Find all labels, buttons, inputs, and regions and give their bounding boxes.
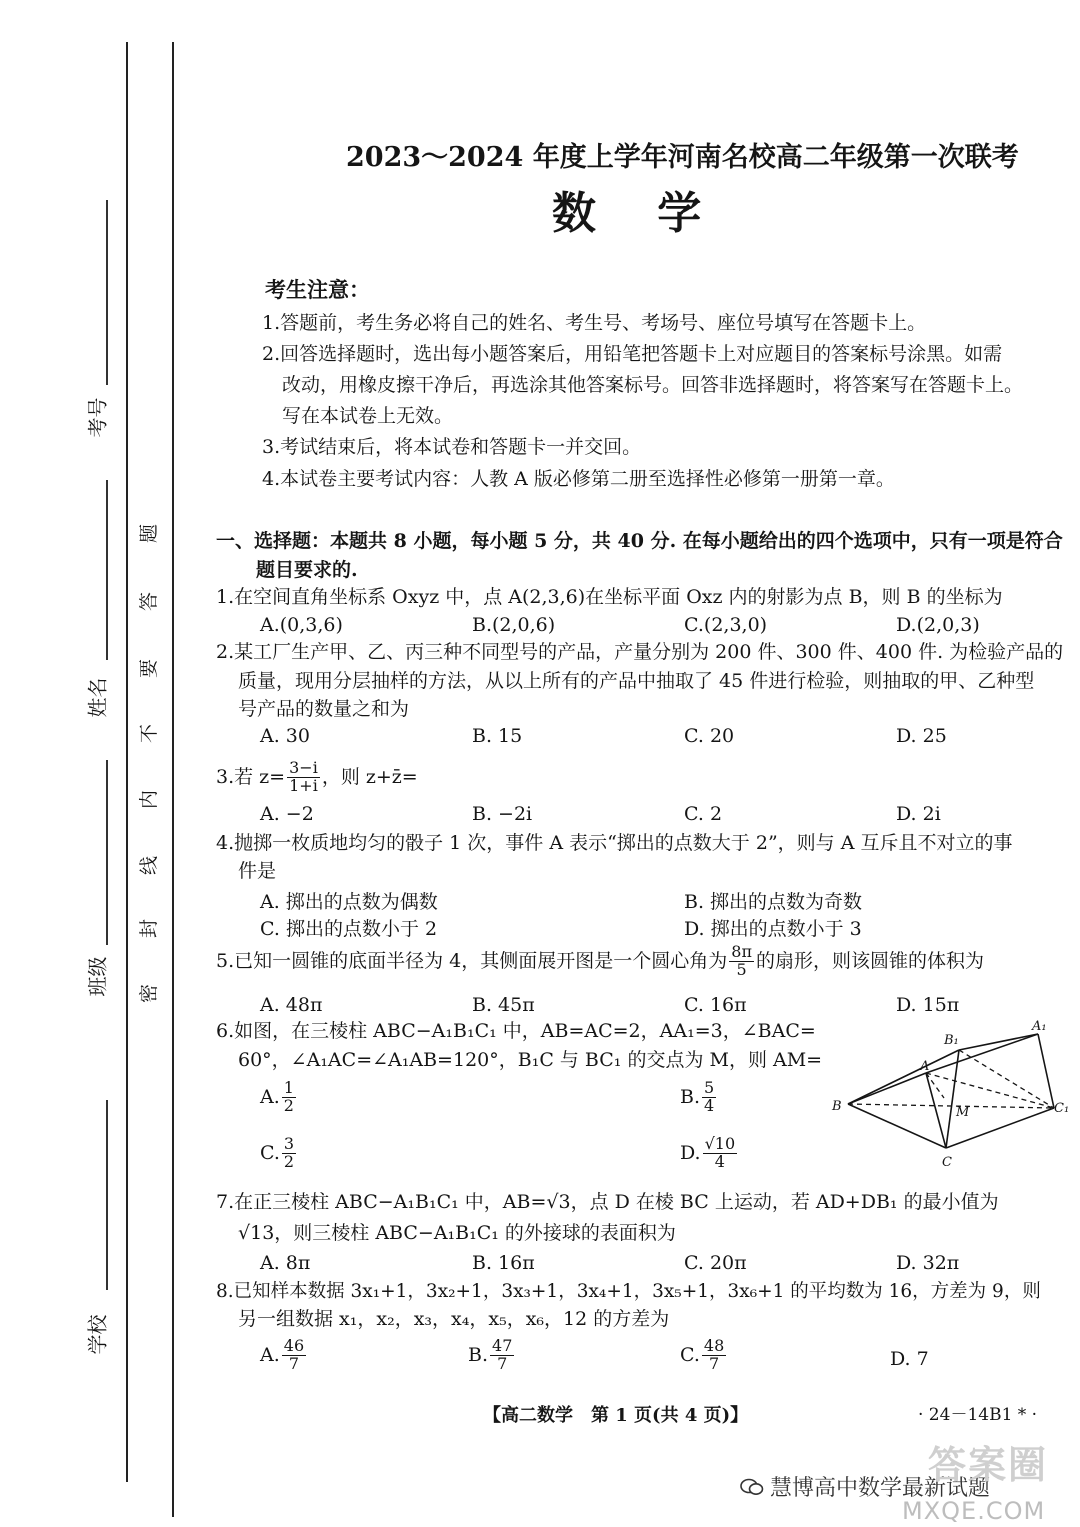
q5-fraction [729, 944, 754, 979]
q5-option-a: A. 48π [260, 994, 323, 1016]
q3-prefix: 3.若 z= [216, 765, 286, 788]
exam-title: 2023～2024 年度上学年河南名校高二年级第一次联考 [346, 142, 1019, 173]
q6-option-d-label: D. [680, 1142, 701, 1165]
question-5 [216, 944, 984, 979]
fig-label: B₁ [944, 1033, 959, 1048]
notice-item: 改动，用橡皮擦干净后，再选涂其他答案标号。回答非选择题时，将答案写在答题卡上。 [282, 374, 1024, 396]
q6-option-b-fraction [702, 1080, 716, 1115]
underline-xingming [106, 480, 108, 660]
q3-option-a: A. −2 [260, 803, 314, 825]
q6-c-den: 2 [283, 1151, 295, 1171]
q8-option-c-label: C. [680, 1344, 700, 1367]
q4-option-d: D. 掷出的点数小于 3 [684, 918, 862, 940]
fig-label: C [942, 1155, 952, 1170]
watermark-text: 慧博高中数学最新试题 [770, 1476, 991, 1501]
q1-option-b: B.(2,0,6) [472, 614, 556, 636]
q2-option-c: C. 20 [684, 725, 735, 747]
q8-b-num: 47 [492, 1336, 513, 1355]
q1-option-a: A.(0,3,6) [260, 614, 343, 636]
fig-label: M [956, 1105, 970, 1120]
question-8: 8.已知样本数据 3x₁+1，3x₂+1，3x₃+1，3x₄+1，3x₅+1，3x₆+1 的平均数为 16，方差为 9，则 [216, 1281, 1041, 1302]
question-2-cont: 质量，现用分层抽样的方法，从以上所有的产品中抽取了 45 件进行检验，则抽取的甲、乙种型 [238, 670, 1035, 692]
wechat-icon [740, 1478, 764, 1496]
q3-option-b: B. −2i [472, 803, 533, 825]
q7-option-a: A. 8π [260, 1252, 311, 1274]
q3-option-d: D. 2i [896, 803, 941, 825]
q6-c-num: 3 [283, 1134, 295, 1153]
question-2-cont: 号产品的数量之和为 [238, 698, 410, 720]
q5-den: 5 [736, 959, 747, 979]
seal-char: 封 [138, 918, 161, 939]
prism-figure [826, 1018, 1076, 1178]
q8-c-den: 7 [708, 1353, 720, 1373]
q7-option-b: B. 16π [472, 1252, 535, 1274]
margin-rule-right [172, 42, 174, 1517]
q1-option-d: D.(2,0,3) [896, 614, 980, 636]
q7-option-c: C. 20π [684, 1252, 747, 1274]
question-4: 4.抛掷一枚质地均匀的骰子 1 次，事件 A 表示“掷出的点数大于 2”，则与 A 互斥且不对立的事 [216, 832, 1013, 854]
notice-item: 写在本试卷上无效。 [282, 405, 454, 427]
q3-den: 1+i [289, 775, 318, 795]
notice-heading: 考生注意： [265, 277, 370, 302]
q6-option-a-label: A. [260, 1086, 280, 1109]
question-7-cont: √13，则三棱柱 ABC−A₁B₁C₁ 的外接球的表面积为 [238, 1222, 676, 1244]
q8-option-b-label: B. [468, 1344, 489, 1367]
q6-option-c [260, 1136, 298, 1171]
underline-xuexiao [106, 1100, 108, 1290]
fig-label: B [832, 1099, 842, 1114]
q8-option-d: D. 7 [890, 1348, 929, 1370]
seal-char: 题 [138, 523, 161, 544]
q8-b-den: 7 [497, 1353, 508, 1373]
q2-option-d: D. 25 [896, 725, 947, 747]
section-heading: 一、选择题：本题共 8 小题，每小题 5 分，共 40 分. 在每小题给出的四个选项中，只有一项是符合 [216, 530, 1063, 552]
seal-char: 线 [138, 855, 161, 876]
q6-option-c-fraction [282, 1136, 296, 1171]
seal-char: 内 [138, 789, 161, 810]
q5-option-d: D. 15π [896, 994, 960, 1016]
notice-item: 4.本试卷主要考试内容：人教 A 版必修第二册至选择性必修第一册第一章。 [262, 468, 895, 490]
label-banji: 班级 [85, 956, 110, 997]
q6-b-num: 5 [704, 1078, 715, 1097]
q3-suffix: ，则 z+z̄= [321, 765, 418, 788]
seal-char: 答 [138, 591, 161, 612]
q5-prefix: 5.已知一圆锥的底面半径为 4，其侧面展开图是一个圆心角为 [216, 949, 728, 972]
q3-fraction [287, 760, 320, 795]
label-xuexiao: 学校 [85, 1314, 110, 1355]
q2-option-a: A. 30 [260, 725, 310, 747]
q8-c-num: 48 [703, 1336, 725, 1355]
notice-item: 3.考试结束后，将本试卷和答题卡一并交回。 [262, 436, 642, 458]
fig-label: C₁ [1054, 1101, 1070, 1116]
seal-char: 要 [138, 658, 161, 679]
subject-title: 数 学 [552, 188, 702, 239]
q8-option-a-label: A. [260, 1344, 280, 1367]
question-6: 6.如图，在三棱柱 ABC−A₁B₁C₁ 中，AB=AC=2，AA₁=3，∠BAC= [216, 1020, 816, 1042]
label-xingming: 姓名 [85, 677, 110, 718]
label-kaohao: 考号 [85, 397, 110, 438]
question-7: 7.在正三棱柱 ABC−A₁B₁C₁ 中，AB=√3，点 D 在棱 BC 上运动，若 AD+DB₁ 的最小值为 [216, 1191, 999, 1213]
q8-option-b [468, 1338, 516, 1373]
question-6-cont: 60°，∠A₁AC=∠A₁AB=120°，B₁C 与 BC₁ 的交点为 M，则 AM= [238, 1049, 823, 1071]
q6-b-den: 4 [704, 1095, 715, 1115]
fig-label: A₁ [1032, 1019, 1047, 1034]
q5-num: 8π [731, 942, 752, 961]
q6-option-c-label: C. [260, 1142, 280, 1165]
fig-label: A [920, 1059, 930, 1074]
q4-option-a: A. 掷出的点数为偶数 [260, 891, 438, 913]
q6-a-den: 2 [283, 1095, 294, 1115]
q3-option-c: C. 2 [684, 803, 723, 825]
page-footer: 【高二数学 第 1 页(共 4 页)】 [483, 1405, 749, 1426]
q8-a-den: 7 [288, 1353, 300, 1373]
q5-suffix: 的扇形，则该圆锥的体积为 [755, 949, 984, 972]
seal-char: 不 [138, 723, 161, 744]
exam-code: · 24－14B1 * · [918, 1405, 1038, 1425]
q6-d-num: √10 [704, 1134, 736, 1153]
notice-item: 1.答题前，考生务必将自己的姓名、考生号、考场号、座位号填写在答题卡上。 [262, 312, 927, 334]
q1-option-c: C.(2,3,0) [684, 614, 768, 636]
q4-option-c: C. 掷出的点数小于 2 [260, 918, 438, 940]
q6-option-a [260, 1080, 298, 1115]
q8-option-c-fraction [702, 1338, 726, 1373]
q8-option-b-fraction [490, 1338, 514, 1373]
q2-option-b: B. 15 [472, 725, 523, 747]
notice-item: 2.回答选择题时，选出每小题答案后，用铅笔把答题卡上对应题目的答案标号涂黑。如需 [262, 343, 1003, 365]
q8-a-num: 46 [283, 1336, 305, 1355]
question-8-cont: 另一组数据 x₁，x₂，x₃，x₄，x₅，x₆，12 的方差为 [238, 1308, 670, 1330]
margin-rule-left [126, 42, 128, 1482]
q6-a-num: 1 [283, 1078, 294, 1097]
q8-option-a-fraction [282, 1338, 306, 1373]
q6-d-den: 4 [714, 1151, 725, 1171]
q8-option-a [260, 1338, 308, 1373]
stamp-domain: MXQE.COM [902, 1497, 1046, 1525]
q7-option-d: D. 32π [896, 1252, 960, 1274]
underline-kaohao [106, 200, 108, 385]
underline-banji [106, 760, 108, 945]
q5-option-b: B. 45π [472, 994, 535, 1016]
q3-num: 3−i [289, 758, 318, 777]
question-3 [216, 760, 418, 795]
question-4-cont: 件是 [238, 860, 277, 882]
q8-option-c [680, 1338, 728, 1373]
q6-option-d-fraction [703, 1136, 738, 1171]
stamp-logo: 答案圈 [928, 1442, 1049, 1487]
question-2: 2.某工厂生产甲、乙、丙三种不同型号的产品，产量分别为 200 件、300 件、400 件. 为检验产品的 [216, 641, 1064, 663]
q6-option-a-fraction [282, 1080, 296, 1115]
q5-option-c: C. 16π [684, 994, 747, 1016]
q6-option-d [680, 1136, 739, 1171]
q6-option-b [680, 1080, 718, 1115]
q6-option-b-label: B. [680, 1086, 701, 1109]
question-1: 1.在空间直角坐标系 Oxyz 中，点 A(2,3,6)在坐标平面 Oxz 内的射影为点 B，则 B 的坐标为 [216, 586, 1003, 608]
seal-char: 密 [138, 983, 161, 1004]
section-heading-cont: 题目要求的. [256, 559, 358, 581]
q4-option-b: B. 掷出的点数为奇数 [684, 891, 863, 913]
